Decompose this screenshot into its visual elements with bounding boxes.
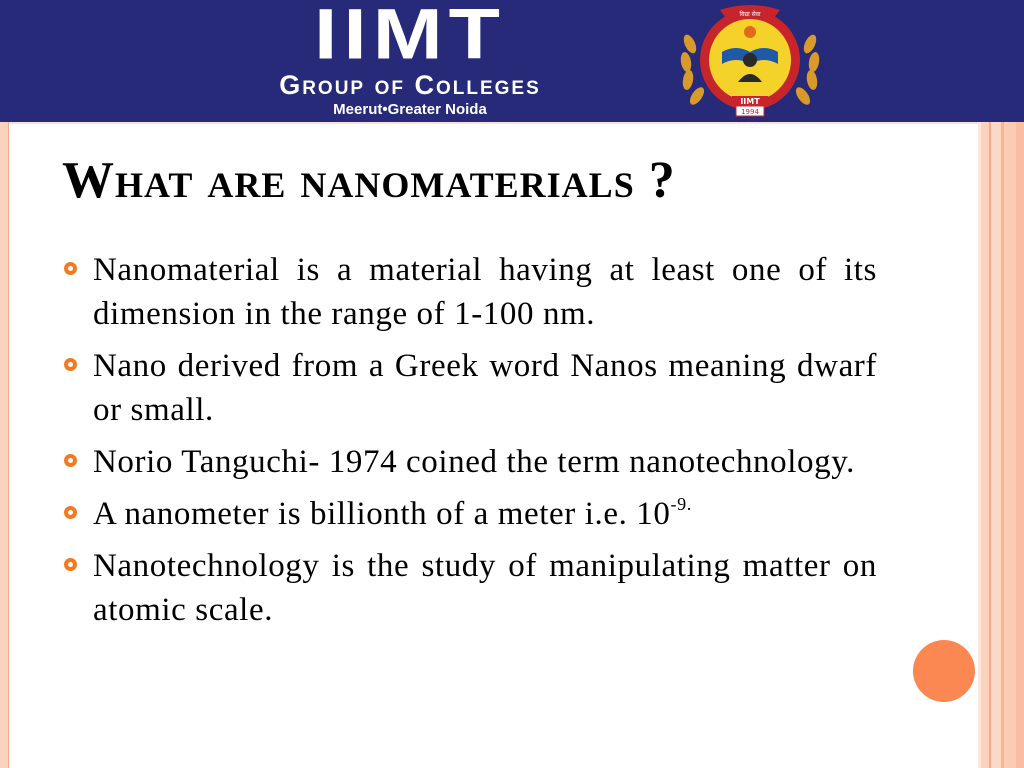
bullet-text: Nanomaterial is a material having at least one of its dimension in the range of 1-100 nm. xyxy=(93,252,877,332)
exponent-superscript: -9. xyxy=(670,494,692,514)
bullet-text: A nanometer is billionth of a meter i.e. 10 xyxy=(93,496,671,532)
list-item xyxy=(62,544,877,632)
brand-main-text: IIMT xyxy=(314,0,506,75)
brand-sub-text: Group of Colleges xyxy=(279,70,541,100)
svg-text:IIMT: IIMT xyxy=(740,97,760,106)
svg-text:विद्या सेवा: विद्या सेवा xyxy=(739,11,761,18)
bullet-list xyxy=(62,248,877,640)
left-border-line xyxy=(8,122,9,768)
hollow-circle-bullet-icon xyxy=(64,358,77,371)
header-banner xyxy=(0,0,1024,122)
decorative-circle xyxy=(913,640,975,702)
hollow-circle-bullet-icon xyxy=(64,506,77,519)
hollow-circle-bullet-icon xyxy=(64,262,77,275)
svg-text:1994: 1994 xyxy=(741,108,759,116)
left-border-band xyxy=(0,122,8,768)
slide-title: What are nanomaterials ? xyxy=(62,152,676,209)
brand-location-text: Meerut•Greater Noida xyxy=(333,101,487,118)
hollow-circle-bullet-icon xyxy=(64,454,77,467)
brand-logo xyxy=(190,0,630,118)
bullet-text: Nanotechnology is the study of manipulating matter on atomic scale. xyxy=(93,548,877,628)
bullet-text: Nano derived from a Greek word Nanos meaning dwarf or small. xyxy=(93,348,877,428)
header-divider xyxy=(0,122,1024,124)
college-seal-icon xyxy=(670,4,830,120)
list-item xyxy=(62,344,877,432)
hollow-circle-bullet-icon xyxy=(64,558,77,571)
list-item xyxy=(62,492,877,536)
list-item xyxy=(62,248,877,336)
bullet-text: Norio Tanguchi- 1974 coined the term nanotechnology. xyxy=(93,444,856,480)
list-item xyxy=(62,440,877,484)
right-decorative-stripes xyxy=(978,122,1024,768)
